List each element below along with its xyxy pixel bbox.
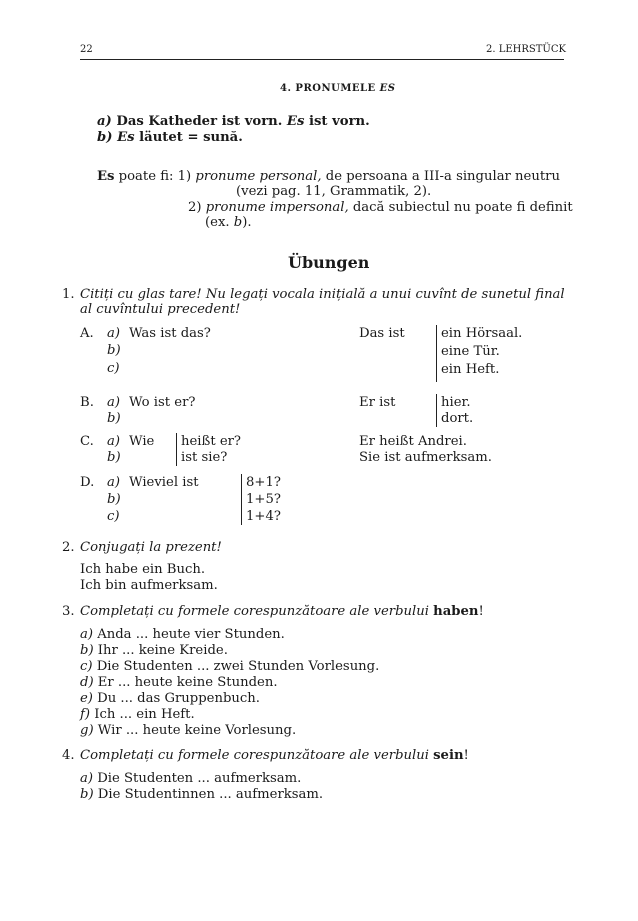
ex1-b-answer-2: dort. xyxy=(441,411,474,426)
ex4-number: 4. xyxy=(62,748,75,763)
rule-line-4 xyxy=(205,215,252,230)
ex1-number: 1. xyxy=(62,287,75,302)
ex3-bang: ! xyxy=(478,604,484,619)
ex1-b-question: Wo ist er? xyxy=(129,395,196,410)
ex1-d-option-3: 1+4? xyxy=(246,509,281,524)
ex1-a-answer-2: eine Tür. xyxy=(441,344,500,359)
ex1-d-b: b) xyxy=(107,492,121,507)
ex1-c-answer-2: Sie ist aufmerksam. xyxy=(359,450,492,465)
ex1-c-label: C. xyxy=(80,434,94,449)
ex3-instruction-text: Completați cu formele corespunzătoare ale verbului xyxy=(80,604,434,619)
list-item xyxy=(80,771,301,786)
ex1-instruction-line2: al cuvîntului precedent! xyxy=(80,302,241,317)
rule-line3-rest: dacă subiectul nu poate fi definit xyxy=(348,200,573,215)
ex1-a-answer-3: ein Heft. xyxy=(441,362,500,377)
ex1-d-option-2: 1+5? xyxy=(246,492,281,507)
list-item xyxy=(80,707,195,722)
ex1-b-answer-1: hier. xyxy=(441,395,471,410)
item-text: Wir ... heute keine Vorlesung. xyxy=(97,723,297,738)
item-text: Die Studenten ... zwei Stunden Vorlesung. xyxy=(96,659,380,674)
chapter-heading: 2. LEHRSTÜCK xyxy=(486,44,566,55)
header-rule xyxy=(80,59,564,60)
item-text: Die Studentinnen ... aufmerksam. xyxy=(97,787,324,802)
ex1-d-c: c) xyxy=(107,509,120,524)
ex3-verb: haben xyxy=(433,604,479,619)
item-text: Die Studenten ... aufmerksam. xyxy=(97,771,302,786)
list-item xyxy=(80,643,228,658)
ex1-a-a: a) xyxy=(107,326,121,341)
item-label: c) xyxy=(80,659,93,674)
ex1-d-option-1: 8+1? xyxy=(246,475,281,490)
ex1-d-question: Wieviel ist xyxy=(129,475,199,490)
rule-line4-close: ). xyxy=(242,215,252,230)
item-label: b) xyxy=(80,787,94,802)
ex4-bang: ! xyxy=(463,748,469,763)
ex1-c-a: a) xyxy=(107,434,121,449)
item-text: Anda ... heute vier Stunden. xyxy=(97,627,285,642)
list-item xyxy=(80,659,379,674)
ex1-c-question: Wie xyxy=(129,434,155,449)
rule-pronoun-personal: pronume personal, xyxy=(195,169,322,184)
ex1-a-b: b) xyxy=(107,343,121,358)
item-label: b) xyxy=(80,643,94,658)
rule-line-3 xyxy=(188,200,573,215)
ex1-a-answer-1: ein Hörsaal. xyxy=(441,326,523,341)
list-item xyxy=(80,723,296,738)
ex2-instruction: Conjugați la prezent! xyxy=(80,540,222,555)
example-a xyxy=(97,114,370,129)
ex1-d-bracket xyxy=(241,474,242,525)
ex1-c-b: b) xyxy=(107,450,121,465)
item-text: Er ... heute keine Stunden. xyxy=(97,675,278,690)
ex1-c-answer-1: Er heißt Andrei. xyxy=(359,434,467,449)
ex1-b-answer-lead: Er ist xyxy=(359,395,396,410)
rule-line3-num: 2) xyxy=(188,200,206,215)
rule-line4-b: b xyxy=(233,215,243,230)
example-a-label: a) xyxy=(97,114,112,129)
ex3-instruction xyxy=(80,604,484,619)
rule-line-2: (vezi pag. 11, Grammatik, 2). xyxy=(236,184,432,199)
example-a-rest: ist vorn. xyxy=(304,114,370,129)
ex1-c-option-1: heißt er? xyxy=(181,434,241,449)
list-item xyxy=(80,627,285,642)
item-label: d) xyxy=(80,675,94,690)
rule-subject: Es xyxy=(97,169,115,184)
item-label: a) xyxy=(80,627,94,642)
ex4-instruction xyxy=(80,748,469,763)
example-a-text: Das Katheder ist vorn. xyxy=(116,114,287,129)
ex4-verb: sein xyxy=(433,748,464,763)
example-b-label: b) xyxy=(97,130,113,145)
section-title xyxy=(280,83,396,94)
ex1-b-a: a) xyxy=(107,395,121,410)
rule-line4-open: (ex. xyxy=(205,215,234,230)
item-text: Ich ... ein Heft. xyxy=(94,707,195,722)
example-b-es: Es xyxy=(117,130,135,145)
ex4-instruction-text: Completați cu formele corespunzătoare ale verbului xyxy=(80,748,434,763)
page-number: 22 xyxy=(80,44,93,55)
ex2-line-1: Ich habe ein Buch. xyxy=(80,562,206,577)
ex3-number: 3. xyxy=(62,604,75,619)
ex1-c-bracket xyxy=(176,433,177,466)
item-label: f) xyxy=(80,707,91,722)
ex1-a-answer-lead: Das ist xyxy=(359,326,405,341)
list-item xyxy=(80,691,260,706)
ex1-d-a: a) xyxy=(107,475,121,490)
ex1-b-bracket xyxy=(436,394,437,427)
rule-intro: poate fi: 1) xyxy=(114,169,196,184)
ex2-line-2: Ich bin aufmerksam. xyxy=(80,578,218,593)
exercises-heading: Übungen xyxy=(288,253,370,272)
item-label: e) xyxy=(80,691,93,706)
example-b-text: läutet = sună. xyxy=(134,130,243,145)
ex1-c-option-2: ist sie? xyxy=(181,450,228,465)
ex1-b-label: B. xyxy=(80,395,94,410)
rule-pronoun-impersonal: pronume impersonal, xyxy=(205,200,349,215)
item-text: Du ... das Gruppenbuch. xyxy=(97,691,260,706)
ex1-a-question: Was ist das? xyxy=(129,326,211,341)
section-title-number: 4. PRONUMELE xyxy=(280,83,380,94)
list-item xyxy=(80,787,323,802)
ex1-b-b: b) xyxy=(107,411,121,426)
item-label: a) xyxy=(80,771,94,786)
ex1-instruction-line1: Citiți cu glas tare! Nu legați vocala inițială a unui cuvînt de sunetul final xyxy=(80,287,565,302)
item-label: g) xyxy=(80,723,94,738)
ex1-a-bracket xyxy=(436,325,437,382)
ex1-a-label: A. xyxy=(80,326,94,341)
example-b xyxy=(97,130,243,145)
item-text: Ihr ... keine Kreide. xyxy=(97,643,228,658)
list-item xyxy=(80,675,278,690)
ex2-number: 2. xyxy=(62,540,75,555)
section-title-word: ES xyxy=(379,83,396,94)
example-a-es: Es xyxy=(286,114,305,129)
ex1-a-c: c) xyxy=(107,361,120,376)
ex1-d-label: D. xyxy=(80,475,95,490)
rule-line-1 xyxy=(97,169,560,184)
rule-line1-rest: de persoana a III-a singular neutru xyxy=(321,169,560,184)
